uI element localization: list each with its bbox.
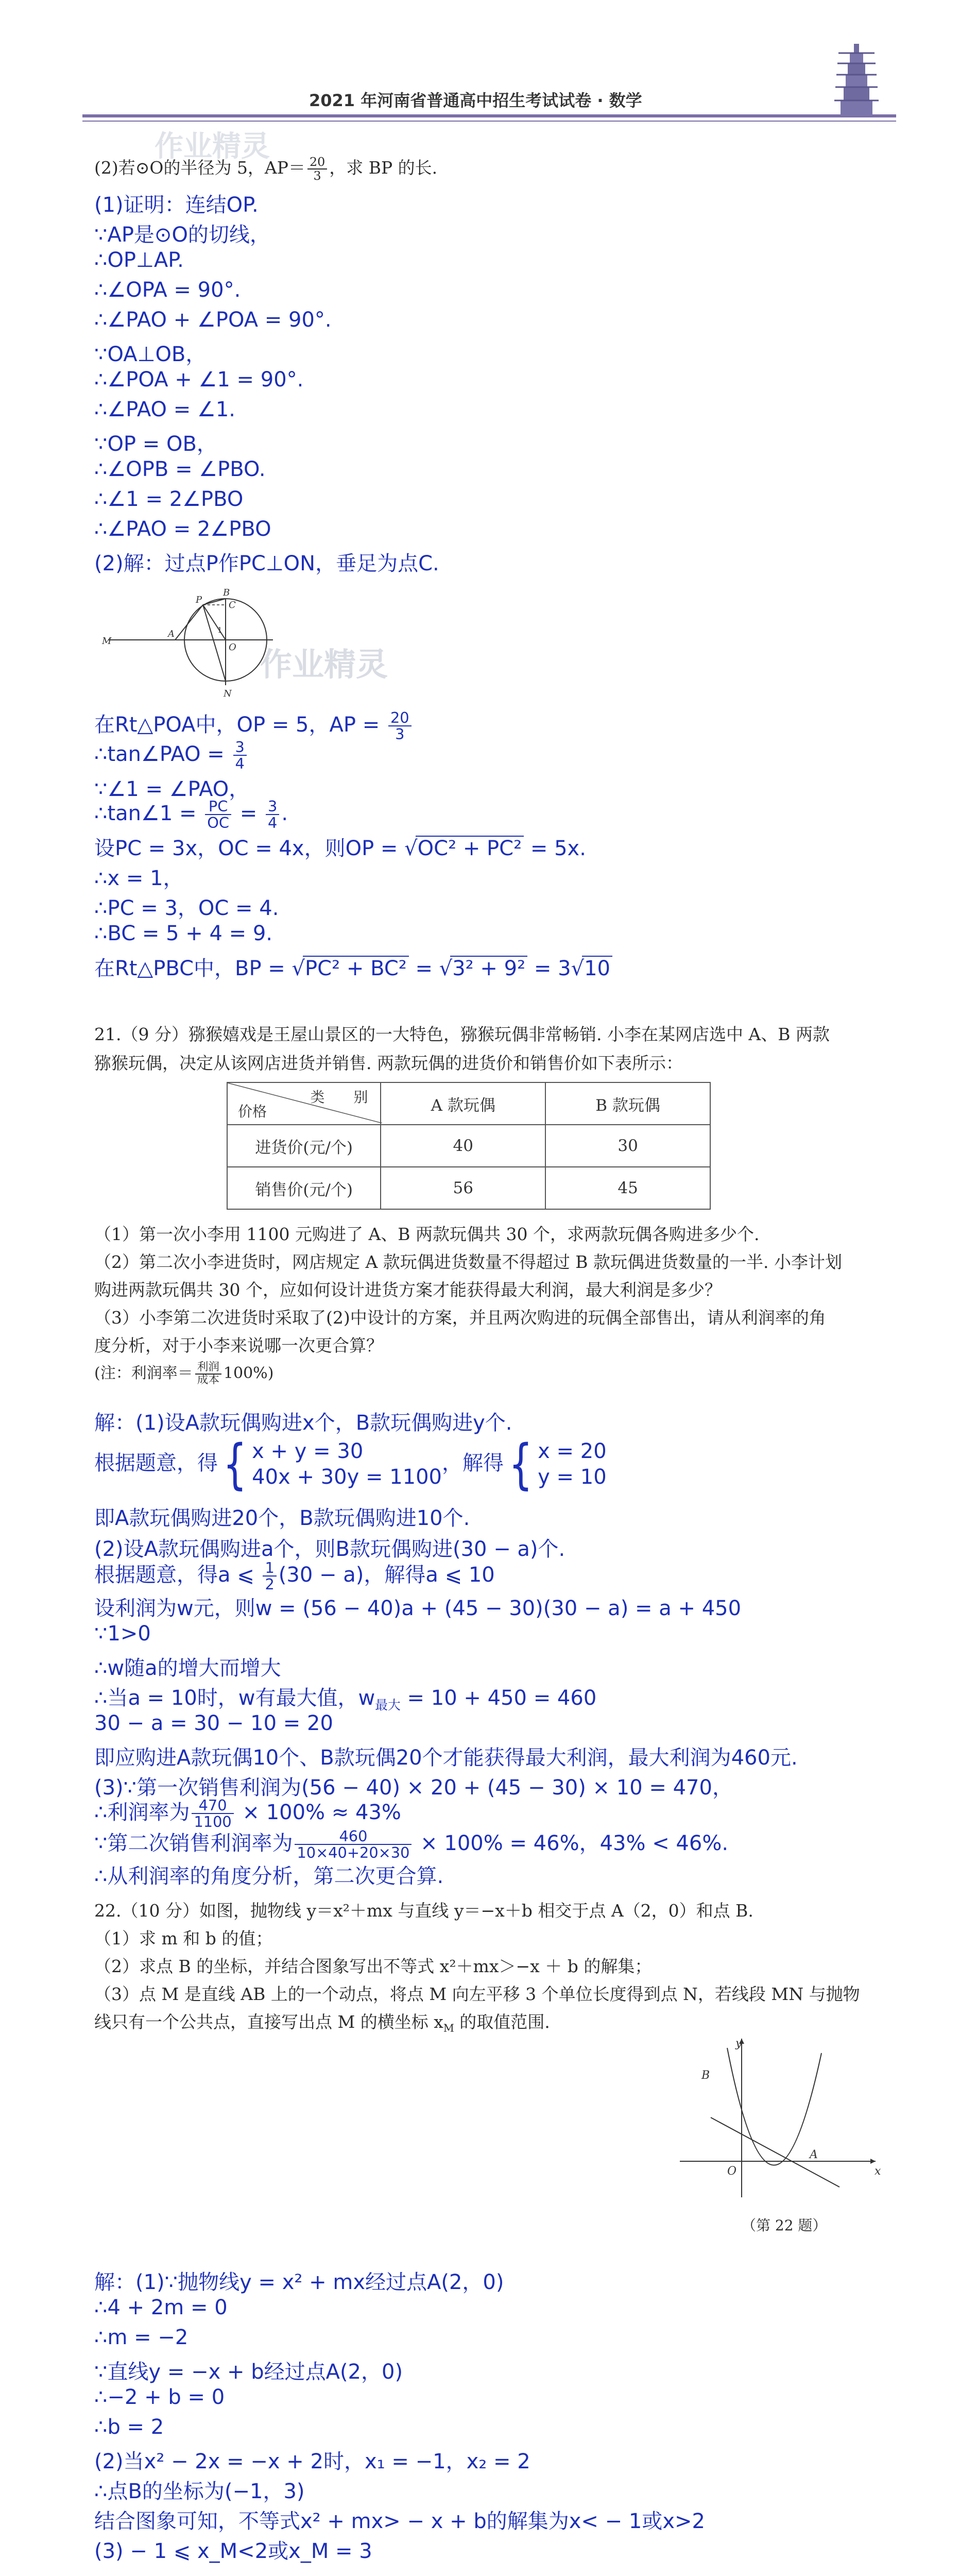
q21-sol-line-2: 根据题意，得 { x + y = 30 40x + 30y = 1100 ，解得 { x = 20 y = 10: [94, 1433, 607, 1496]
q21-price-table: [227, 1082, 711, 1210]
q21-intro-line-1: 21.（9 分）猕猴嬉戏是王屋山景区的一大特色，猕猴玩偶非常畅销. 小李在某网店选中 A、B 两款: [94, 1024, 830, 1044]
q20-sol-line-7: ∴∠POA + ∠1 = 90°.: [94, 368, 304, 392]
q20-calc-line-8: ∴BC = 5 + 4 = 9.: [94, 922, 273, 945]
q21-sol-line-4: (2)设A款玩偶购进a个，则B款玩偶购进(30 − a)个.: [94, 1537, 565, 1561]
q21-part3-line-1: （3）小李第二次进货时采取了(2)中设计的方案，并且两次购进的玩偶全部售出，请从利润率的角: [94, 1308, 826, 1328]
q22-parabola-figure: [670, 2032, 886, 2202]
q21-part2-line-1: （2）第二次小李进货时，网店规定 A 款玩偶进货数量不得超过 B 款玩偶进货数量的一半. 小李计划: [94, 1252, 843, 1272]
q20-calc-line-2: ∴tan∠PAO = $\frac{3}{4}$: [94, 739, 249, 771]
q22-part3-line-2: 线只有一个公共点，直接写出点 M 的横坐标 $x_M$ 的取值范围.: [94, 2012, 550, 2035]
fig-label-M: M: [102, 636, 112, 647]
header-rule-thin: [82, 121, 896, 122]
q21-sol-line-11: 即应购进A款玩偶10个、B款玩偶20个才能获得最大利润，最大利润为460元.: [94, 1746, 798, 1770]
q22-part3-line-1: （3）点 M 是直线 AB 上的一个动点，将点 M 向左平移 3 个单位长度得到点 N，若线段 MN 与抛物: [94, 1984, 860, 2004]
q22-sol-line-8: ∴点B的坐标为(−1，3): [94, 2480, 305, 2503]
q21-sol-line-1: 解：(1)设A款玩偶购进x个，B款玩偶购进y个.: [94, 1411, 512, 1435]
fig-label-O: O: [229, 642, 236, 653]
q20-sol-line-11: ∴∠1 = 2∠PBO: [94, 487, 244, 511]
q21-part1: （1）第一次小李用 1100 元购进了 A、B 两款玩偶共 30 个，求两款玩偶各购进多少个.: [94, 1224, 760, 1244]
fig-label-N: N: [224, 688, 232, 699]
table-cell: 45: [545, 1167, 710, 1209]
q20-part2-question: (2)若⊙O的半径为 5，AP＝ $\frac{20}{3}$ ，求 BP 的长.: [94, 155, 438, 183]
page-header: [0, 77, 960, 118]
pagoda-icon: [833, 41, 880, 118]
q20-circle-figure: [98, 577, 288, 706]
q20-sol-line-5: ∴∠PAO + ∠POA = 90°.: [94, 308, 332, 332]
q21-sol-line-14: ∵第二次销售利润率为 $\frac{460}{10\times 40+20\times 30}$ × 100% = 46%，43% < 46%.: [94, 1827, 729, 1861]
table-row-label: 进货价(元/个): [227, 1125, 381, 1167]
q21-sol-line-3: 即A款玩偶购进20个，B款玩偶购进10个.: [94, 1506, 470, 1530]
q22-sol-line-2: ∴4 + 2m = 0: [94, 2296, 228, 2319]
q21-sol-line-5: 根据题意，得a ⩽ $\frac{1}{2}$ (30 − a)，解得a ⩽ 10: [94, 1558, 495, 1593]
q22-sol-line-5: ∴−2 + b = 0: [94, 2385, 225, 2409]
q21-sol-line-6: 设利润为w元，则w = (56 − 40)a + (45 − 30)(30 − a) = a + 450: [94, 1597, 742, 1620]
table-row: [227, 1167, 710, 1209]
q20-calc-line-1: 在Rt△POA中，OP = 5，AP = $\frac{20}{3}$: [94, 708, 414, 742]
q22-sol-line-9: 结合图象可知，不等式x² + mx> − x + b的解集为x< − 1或x>2: [94, 2510, 705, 2533]
table-header-b: B 款玩偶: [545, 1082, 710, 1125]
q22-figure-caption: （第 22 题）: [742, 2217, 827, 2234]
q20-calc-line-5: 设PC = 3x，OC = 4x，则OP = √OC² + PC² = 5x.: [94, 837, 586, 860]
q20-calc-line-9: 在Rt△PBC中，BP = √PC² + BC² = √3² + 9² = 3√10: [94, 952, 612, 981]
q21-sol-line-10: 30 − a = 30 − 10 = 20: [94, 1711, 333, 1735]
q22-sol-line-10: (3) − 1 ⩽ x_M<2或x_M = 3: [94, 2539, 372, 2563]
q21-note: (注：利润率＝ $\frac{\text{利润}}{\text{成本}}$ 100%): [94, 1361, 274, 1386]
fig-label-C: C: [229, 600, 236, 611]
table-cell: 56: [381, 1167, 545, 1209]
fig-label-B: B: [223, 587, 230, 598]
fig-axis-y: y: [735, 2037, 742, 2050]
table-header-a: A 款玩偶: [381, 1082, 545, 1125]
q20-sol-line-8: ∴∠PAO = ∠1.: [94, 398, 235, 421]
q22-sol-line-3: ∴m = −2: [94, 2326, 188, 2349]
q20-calc-line-3: ∵∠1 = ∠PAO，: [94, 777, 250, 801]
header-rule: [82, 114, 896, 117]
fig-label-P: P: [196, 595, 202, 605]
q22-part1: （1）求 m 和 b 的值；: [94, 1928, 273, 1948]
table-corner-bottom: 价格: [238, 1103, 267, 1120]
q22-sol-line-7: (2)当x² − 2x = −x + 2时，x₁ = −1，x₂ = 2: [94, 2450, 530, 2473]
q20-sol-line-3: ∴OP⊥AP.: [94, 248, 184, 272]
fig-label-A: A: [168, 629, 175, 639]
table-row-label: 销售价(元/个): [227, 1167, 381, 1209]
table-cell: 30: [545, 1125, 710, 1167]
q21-intro-line-2: 猕猴玩偶，决定从该网店进货并销售. 两款玩偶的进货价和销售价如下表所示：: [94, 1053, 683, 1073]
q21-part3-line-2: 度分析，对于小李来说哪一次更合算？: [94, 1335, 383, 1355]
q20-sol-line-9: ∵OP = OB，: [94, 432, 217, 456]
table-corner-top: 类 别: [310, 1089, 368, 1106]
q20-sol-line-13: (2)解：过点P作PC⊥ON，垂足为点C.: [94, 552, 439, 575]
q21-sol-line-12: (3)∵第一次销售利润为(56 − 40) × 20 + (45 − 30) × 10 = 470，: [94, 1776, 733, 1800]
q21-part2-line-2: 购进两款玩偶共 30 个，应如何设计进货方案才能获得最大利润，最大利润是多少？: [94, 1280, 722, 1300]
watermark-mid: 作业精灵: [260, 646, 388, 683]
q20-sol-line-6: ∵OA⊥OB，: [94, 343, 207, 366]
q21-sol-line-13: ∴利润率为 $\frac{470}{1100}$ × 100% ≈ 43%: [94, 1796, 401, 1831]
fig-label-O: O: [727, 2165, 737, 2178]
q22-sol-line-4: ∵直线y = −x + b经过点A(2，0): [94, 2360, 403, 2384]
q20-sol-line-1: (1)证明：连结OP.: [94, 193, 259, 217]
q20-sol-line-10: ∴∠OPB = ∠PBO.: [94, 457, 266, 481]
q20-calc-line-4: ∴tan∠1 = $\frac{PC}{OC}$ = $\frac{3}{4}$ .: [94, 798, 288, 832]
fig-axis-x: x: [875, 2165, 881, 2178]
q21-sol-line-8: ∴w随a的增大而增大: [94, 1656, 281, 1680]
fig-label-A: A: [810, 2148, 818, 2161]
q21-sol-line-9: ∴当a = 10时，w有最大值，$w_{最大} = 10 + 450 = 460$: [94, 1686, 597, 1713]
fig-label-B: B: [701, 2069, 710, 2082]
q22-intro: 22.（10 分）如图，抛物线 y＝x²＋mx 与直线 y＝−x＋b 相交于点 A（2，0）和点 B.: [94, 1901, 753, 1921]
q21-sol-line-7: ∵1>0: [94, 1622, 151, 1646]
q22-sol-line-1: 解：(1)∵抛物线y = x² + mx经过点A(2，0): [94, 2270, 504, 2294]
header-title: 2021 年河南省普通高中招生考试试卷 · 数学: [309, 91, 642, 110]
table-row: [227, 1125, 710, 1167]
fig-label-1: 1: [217, 625, 222, 635]
table-corner-cell: [227, 1082, 381, 1125]
q20-calc-line-7: ∴PC = 3，OC = 4.: [94, 896, 279, 920]
q20-sol-line-4: ∴∠OPA = 90°.: [94, 278, 241, 302]
q20-sol-line-2: ∵AP是⊙O的切线，: [94, 223, 270, 247]
table-cell: 40: [381, 1125, 545, 1167]
q22-sol-line-6: ∴b = 2: [94, 2415, 164, 2439]
q20-calc-line-6: ∴x = 1，: [94, 867, 184, 890]
q21-sol-line-15: ∴从利润率的角度分析，第二次更合算.: [94, 1865, 444, 1888]
watermark-top: 作业精灵: [155, 130, 270, 163]
q22-part2: （2）求点 B 的坐标，并结合图象写出不等式 x²＋mx＞−x ＋ b 的解集；: [94, 1956, 652, 1976]
q20-sol-line-12: ∴∠PAO = 2∠PBO: [94, 517, 271, 541]
